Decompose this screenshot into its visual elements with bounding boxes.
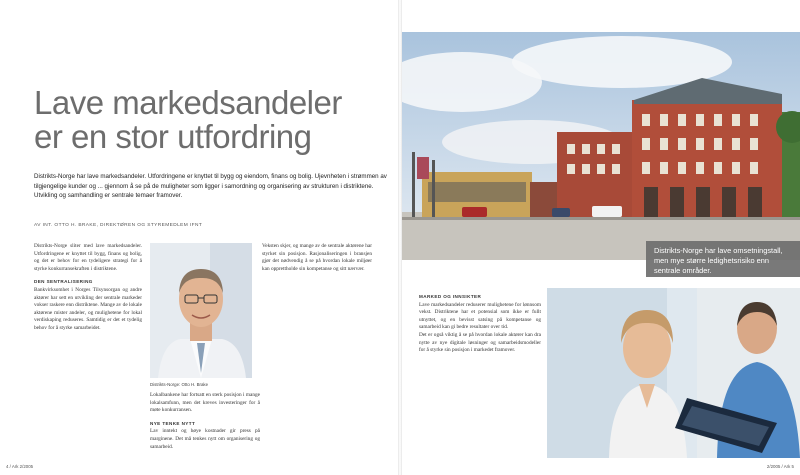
- folio-left: 4 / Ark 2/2005: [6, 464, 34, 469]
- col1-subheading-1: DEN SENTRALISERING: [34, 279, 93, 285]
- headline-line-1: Lave markedsandeler: [34, 84, 342, 121]
- portrait-caption: Distrikts-Norge: Otto H. Brake: [150, 382, 209, 387]
- text-column-1: [34, 243, 142, 333]
- text-column-2: [150, 392, 260, 451]
- article-headline: [34, 86, 374, 154]
- article-byline: AV INT. OTTO H. BRAKE, DIREKTØREN OG STYREMEDLEM IFNT: [34, 223, 203, 228]
- col1-paragraph-2: Bankvirksomhet i Norges Tilsynsorgan og andre aktører har sett en utvikling der sentrale markeder vokser raskere enn distriktene. Mange av de lokale aktørene mister andeler, og mulighetene for lokal verdiskaping reduseres. Samtidig er det et tydelig behov for å styrke samarbeidet.: [34, 286, 142, 331]
- article-ingress: Distrikts-Norge har lave markedsandeler. Utfordringene er knyttet til bygg og eiendom, finans og bolig. Ujevnheten i strømmen av tilgjengelige kunder og ... gjennom å se på de muligheter som ligger i samordning og organisering av strukturen i distriktene. Utvikling og samhandling er sentrale temaer framover.: [34, 173, 387, 200]
- right-page: [402, 0, 800, 475]
- building-illustration: [402, 32, 800, 260]
- col3-paragraph-1: Veksten skjer, og mange av de sentrale aktørene har styrket sin posisjon. Rasjonaliseringen i bransjen gjør det nødvendig å se på hvordan lokale miljøer kan opprettholde sin kompetanse og sitt nærvær.: [262, 243, 372, 272]
- portrait-photo: [150, 243, 252, 378]
- col2-subheading-1: NYE TENKE NYTT: [150, 420, 196, 426]
- building-photo: [402, 32, 800, 260]
- meeting-photo: [547, 288, 800, 458]
- col2-paragraph-2: Lav inntekt og høye kostnader gir press på marginene. Det må tenkes nytt om organisering og samarbeid.: [150, 428, 260, 450]
- text-column-4: [419, 288, 541, 355]
- text-column-3: [262, 243, 372, 273]
- folio-right: 2/2005 / Ark 5: [766, 464, 794, 469]
- building-photo-caption: Distrikts-Norge har lave omsetningstall, men mye større ledighetsrisiko enn sentrale områder.: [646, 241, 800, 277]
- meeting-illustration: [547, 288, 800, 458]
- headline-line-2: er en stor utfordring: [34, 118, 312, 155]
- col4-subheading-1: MARKED OG INNSIKTER: [419, 294, 482, 299]
- col4-paragraph-1: Lave markedsandeler reduserer mulighetene for lønnsom vekst. Distriktene har et potensial som ikke er fullt utnyttet, og en bevisst satsing på kompetanse og samarbeid kan gi bedre resultater over tid.: [419, 301, 541, 331]
- left-page: [0, 0, 398, 475]
- col2-paragraph-1: Lokalbankene har fortsatt en sterk posisjon i mange lokalsamfunn, men det kreves investeringer for å møte konkurransen.: [150, 392, 260, 414]
- col4-paragraph-2: Det er også viktig å se på hvordan lokale aktører kan dra nytte av nye digitale løsninger og samarbeidsmodeller for å styrke sin posisjon i markedet framover.: [419, 331, 541, 354]
- portrait-illustration: [150, 243, 252, 378]
- col1-paragraph-1: Distrikts-Norge sliter med lave markedsandeler. Utfordringene er knyttet til bygg, finans og bolig, og det er behov for en tydeligere strategi for å styrke konkurransekraften i distriktene.: [34, 243, 142, 272]
